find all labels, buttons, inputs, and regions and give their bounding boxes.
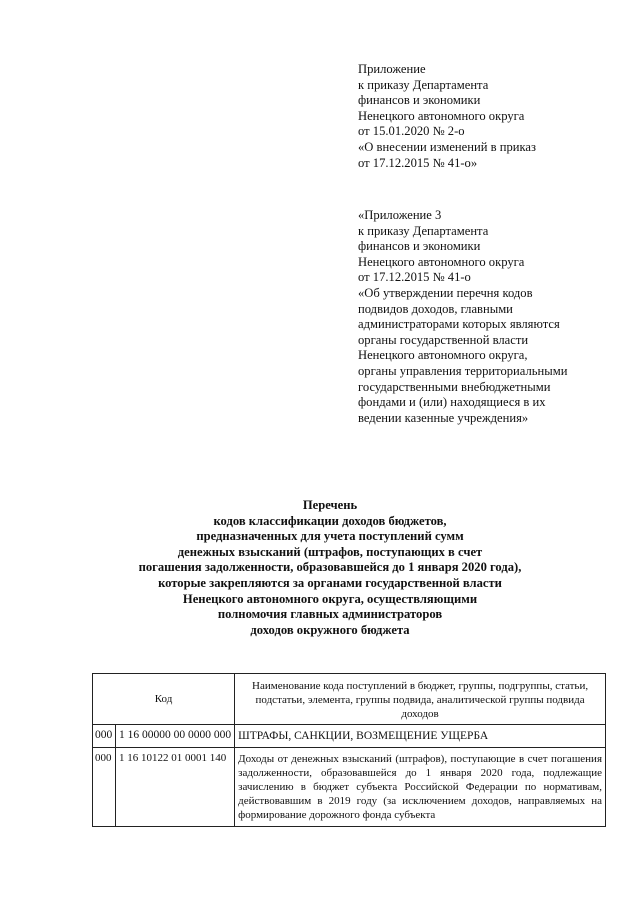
table-header-row — [93, 674, 606, 725]
income-name-cell: Доходы от денежных взысканий (штрафов), поступающие в счет погашения задолженности, образовавшейся до 1 января 2020 года, подлежащие зачислению в бюджет субъекта Российской Федерации по нормативам, действовавшим в 2019 году (за исключением доходов, направляемых на формирование дорожного фонда субъекта — [235, 748, 606, 827]
income-code-cell: 1 16 00000 00 0000 000 — [116, 725, 235, 748]
appendix-line: к приказу Департамента — [358, 77, 489, 92]
document-title — [80, 498, 580, 638]
appendix-line: Ненецкого автономного округа — [358, 108, 525, 123]
appendix-line: администраторами которых являются — [358, 317, 560, 332]
appendix-line: государственными внебюджетными — [358, 379, 551, 394]
appendix-line: «Об утверждении перечня кодов — [358, 285, 533, 300]
table-row — [93, 725, 606, 748]
income-code-cell: 1 16 10122 01 0001 140 — [116, 748, 235, 827]
appendix-line: органы управления территориальными — [358, 363, 568, 378]
title-line: Перечень — [302, 498, 358, 512]
appendix-line: Ненецкого автономного округа — [358, 254, 525, 269]
appendix-line: подвидов доходов, главными — [358, 301, 513, 316]
appendix-inner — [358, 208, 628, 426]
title-line: денежных взысканий (штрафов, поступающих в счет — [177, 544, 483, 559]
appendix-line: фондами и (или) находящиеся в их — [358, 395, 546, 410]
title-line: полномочия главных администраторов — [217, 607, 443, 622]
table-row — [93, 748, 606, 827]
header-name: Наименование кода поступлений в бюджет, группы, подгруппы, статьи, подстатьи, элемента, группы подвида, аналитической группы подвида доходов — [235, 674, 606, 725]
appendix-line: ведении казенные учреждения» — [358, 410, 529, 425]
appendix-line: финансов и экономики — [358, 239, 481, 254]
appendix-line: Приложение — [358, 62, 426, 76]
appendix-line: от 15.01.2020 № 2-о — [358, 124, 465, 139]
income-name-cell: ШТРАФЫ, САНКЦИИ, ВОЗМЕЩЕНИЕ УЩЕРБА — [235, 725, 606, 748]
appendix-line: «О внесении изменений в приказ — [358, 139, 536, 154]
title-line: кодов классификации доходов бюджетов, — [213, 513, 447, 528]
header-code: Код — [93, 674, 235, 725]
appendix-line: от 17.12.2015 № 41-о» — [358, 155, 478, 170]
appendix-line: от 17.12.2015 № 41-о — [358, 270, 471, 285]
appendix-header — [358, 62, 628, 171]
admin-code-cell: 000 — [93, 725, 116, 748]
title-line: которые закрепляются за органами государственной власти — [158, 575, 502, 590]
title-line: предназначенных для учета поступлений сумм — [196, 529, 464, 544]
appendix-line: Ненецкого автономного округа, — [358, 348, 528, 363]
appendix-line: финансов и экономики — [358, 93, 481, 108]
title-line: доходов окружного бюджета — [250, 622, 410, 637]
appendix-line: «Приложение 3 — [358, 208, 442, 222]
title-line: погашения задолженности, образовавшейся до 1 января 2020 года), — [138, 560, 522, 575]
appendix-line: к приказу Департамента — [358, 223, 489, 238]
codes-table — [92, 673, 606, 827]
appendix-line: органы государственной власти — [358, 332, 529, 347]
title-line: Ненецкого автономного округа, осуществляющими — [182, 591, 478, 606]
admin-code-cell: 000 — [93, 748, 116, 827]
